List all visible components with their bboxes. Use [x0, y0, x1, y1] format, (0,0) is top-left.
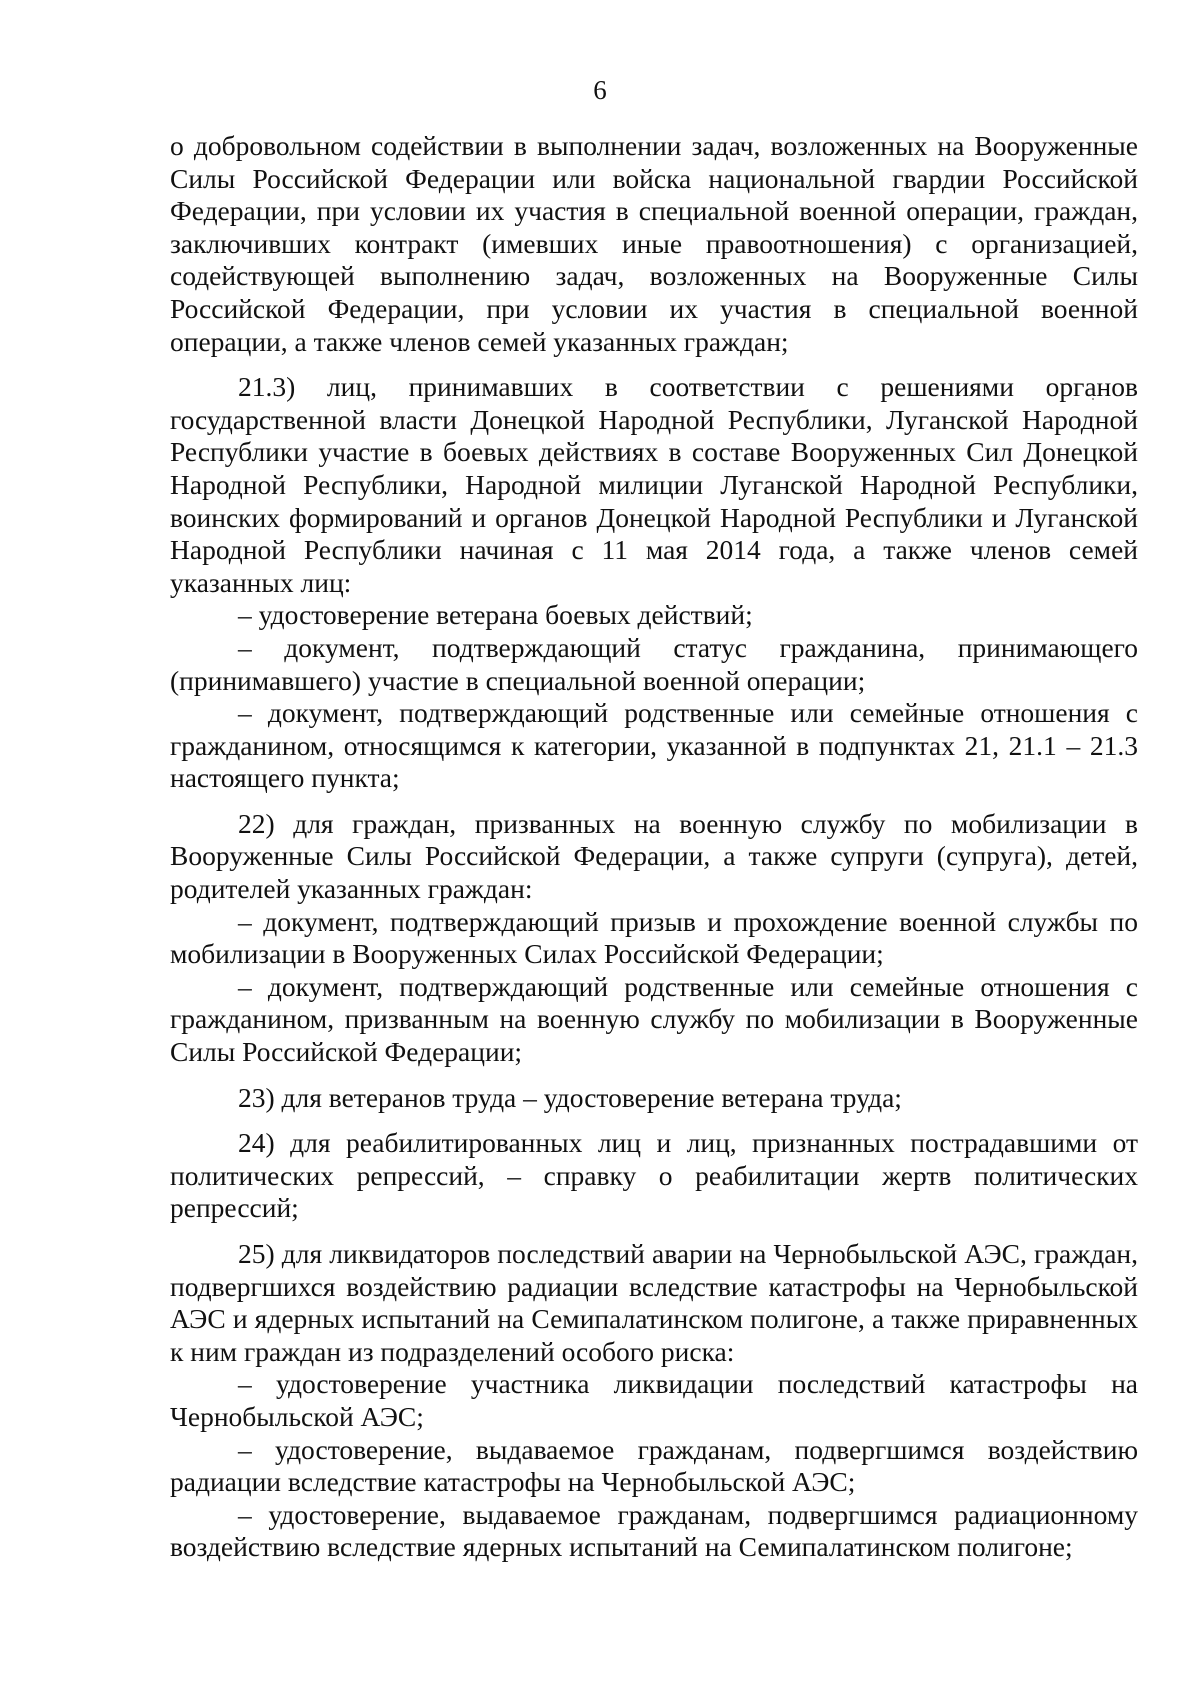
paragraph-p-21-3-a: – удостоверение ветерана боевых действий; [238, 599, 753, 631]
paragraph-p-23: 23) для ветеранов труда – удостоверение ветерана труда; [238, 1081, 902, 1113]
document-body [170, 130, 1138, 1564]
paragraph-p-22: 22) для граждан, призванных на военную службу по мобилизации в Вооруженные Силы Российской Федерации, а также супруги (супруга), детей, родителей указанных граждан: [170, 807, 1138, 905]
paragraph-p-25-c: – удостоверение, выдаваемое гражданам, подвергшимся радиационному воздействию вследствие ядерных испытаний на Семипалатинском полигоне; [170, 1498, 1138, 1563]
paragraph-p-22-a: – документ, подтверждающий призыв и прохождение военной службы по мобилизации в Вооруженных Силах Российской Федерации; [170, 905, 1138, 970]
paragraph-p-continuation: о добровольном содействии в выполнении задач, возложенных на Вооруженные Силы Российской Федерации или войска национальной гвардии Российской Федерации, при условии их участия в специальной военной операции, граждан, заключивших контракт (имевших иные правоотношения) с организацией, содействующей выполнению задач, возложенных на Вооруженные Силы Российской Федерации, при условии их участия в специальной военной операции, а также членов семей указанных граждан; [170, 130, 1138, 357]
paragraph-p-24: 24) для реабилитированных лиц и лиц, признанных пострадавшими от политических репрессий, – справку о реабилитации жертв политических репрессий; [170, 1127, 1138, 1224]
paragraph-p-25: 25) для ликвидаторов последствий аварии на Чернобыльской АЭС, граждан, подвергшихся воздействию радиации вследствие катастрофы на Чернобыльской АЭС и ядерных испытаний на Семипалатинском полигоне, а также приравненных к ним граждан из подразделений особого риска: [170, 1238, 1138, 1367]
paragraph-p-21-3: 21.3) лиц, принимавших в соответствии с решениями органов государственной власти Донецкой Народной Республики, Луганской Народной Республики участие в боевых действиях в составе Вооруженных Сил Донецкой Народной Республики, Народной милиции Луганской Народной Республики, воинских формирований и органов Донецкой Народной Республики и Луганской Народной Республики начиная с 11 мая 2014 года, а также членов семей указанных лиц: [170, 371, 1138, 598]
paragraph-p-25-b: – удостоверение, выдаваемое гражданам, подвергшимся воздействию радиации вследствие катастрофы на Чернобыльской АЭС; [170, 1433, 1138, 1498]
paragraph-p-22-b: – документ, подтверждающий родственные или семейные отношения с гражданином, призванным на военную службу по мобилизации в Вооруженные Силы Российской Федерации; [170, 970, 1138, 1068]
paragraph-p-21-3-c: – документ, подтверждающий родственные или семейные отношения с гражданином, относящимся к категории, указанной в подпунктах 21, 21.1 – 21.3 настоящего пункта; [170, 697, 1138, 794]
page-number: 6 [593, 75, 607, 105]
paragraph-p-21-3-b: – документ, подтверждающий статус гражданина, принимающего (принимавшего) участие в специальной военной операции; [170, 631, 1138, 696]
paragraph-p-25-a: – удостоверение участника ликвидации последствий катастрофы на Чернобыльской АЭС; [170, 1368, 1138, 1432]
